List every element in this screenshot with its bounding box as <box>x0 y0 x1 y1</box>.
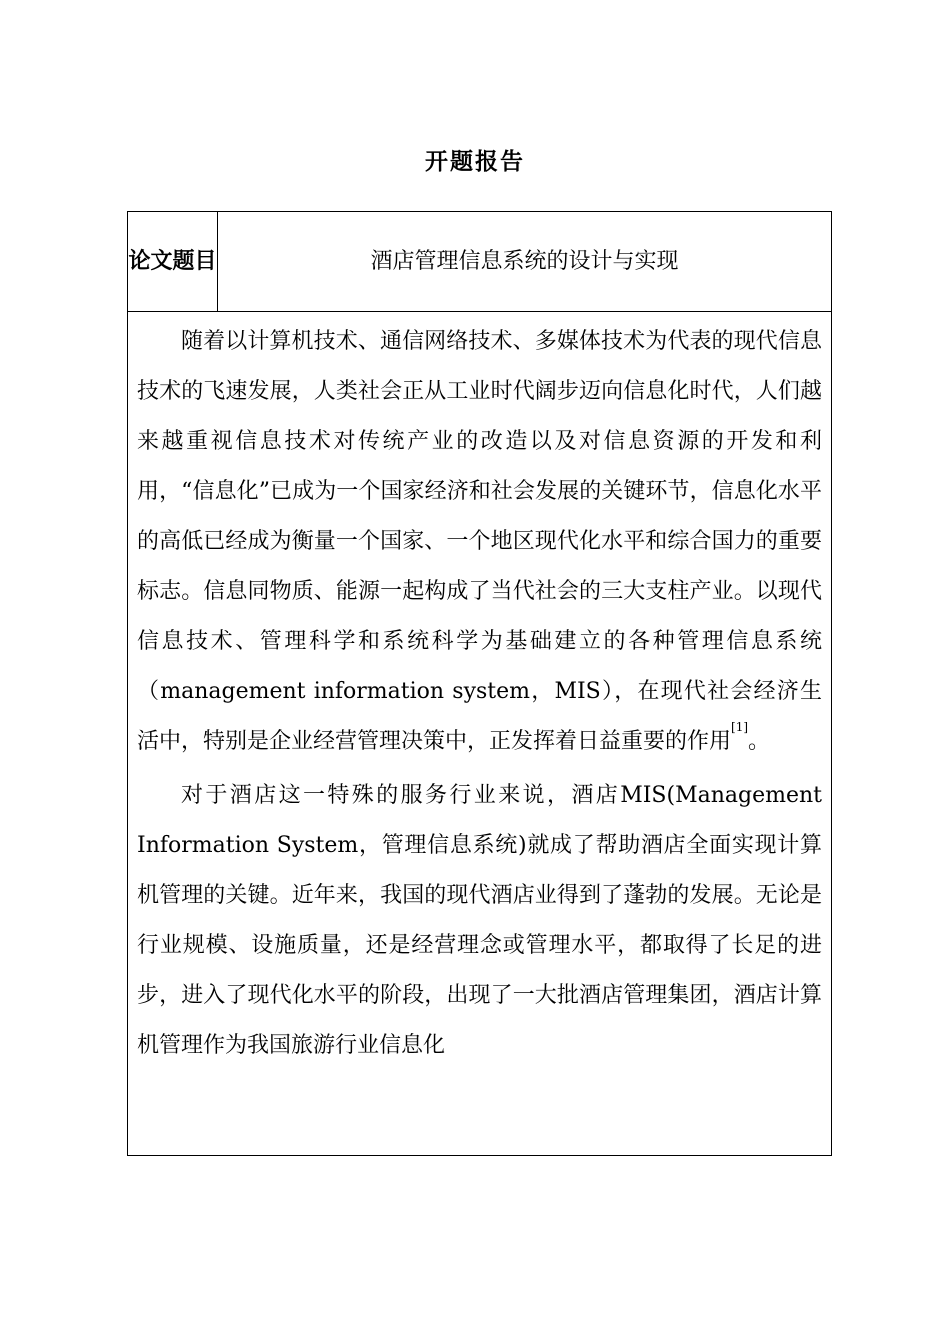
paragraph-1-tail: 。 <box>748 729 771 754</box>
paragraph-2: 对于酒店这一特殊的服务行业来说，酒店MIS(Management Information System，管理信息系统)就成了帮助酒店全面实现计算机管理的关键。近年来，我国的现代酒店业得到了蓬勃的发展。无论是行业规模、设施质量，还是经营理念或管理水平，都取得了长足的进步，进入了现代化水平的阶段，出现了一大批酒店管理集团，酒店计算机管理作为我国旅游行业信息化 <box>137 783 822 1058</box>
page-title: 开题报告 <box>425 149 525 175</box>
thesis-title-label: 论文题目 <box>128 212 218 312</box>
paragraph-1 <box>137 317 822 767</box>
thesis-title-value: 酒店管理信息系统的设计与实现 <box>218 212 832 312</box>
report-table <box>127 211 832 1156</box>
thesis-title-row <box>128 212 832 312</box>
report-body-row <box>128 312 832 1156</box>
citation-ref: [1] <box>731 720 749 734</box>
report-body <box>128 312 832 1156</box>
paragraph-1-text: 随着以计算机技术、通信网络技术、多媒体技术为代表的现代信息技术的飞速发展，人类社会正从工业时代阔步迈向信息化时代，人们越来越重视信息技术对传统产业的改造以及对信息资源的开发和利用，“信息化”已成为一个国家经济和社会发展的关键环节，信息化水平的高低已经成为衡量一个国家、一个地区现代化水平和综合国力的重要标志。信息同物质、能源一起构成了当代社会的三大支柱产业。以现代信息技术、管理科学和系统科学为基础建立的各种管理信息系统（management information system，MIS），在现代社会经济生活中，特别是企业经营管理决策中，正发挥着日益重要的作用 <box>137 329 822 754</box>
